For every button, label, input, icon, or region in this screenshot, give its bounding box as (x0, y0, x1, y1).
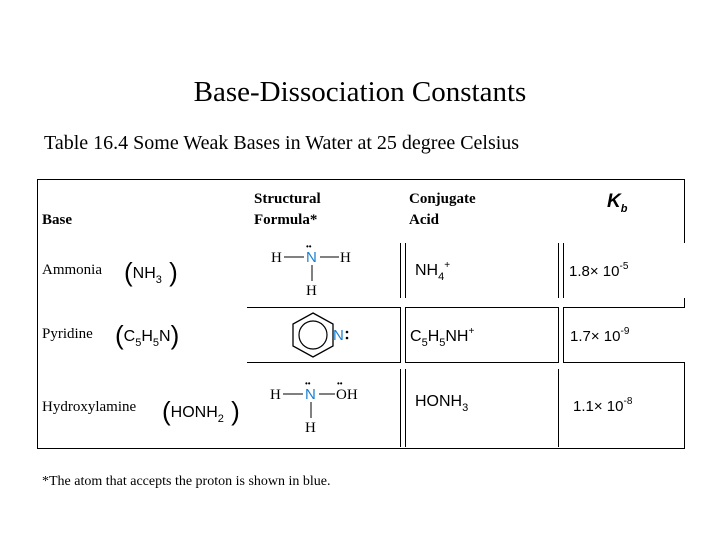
header-conjugate-acid (409, 189, 476, 231)
kb-mantissa: 1.8 (569, 263, 590, 280)
formula-text: N (159, 328, 171, 345)
formula-text: NH (132, 265, 156, 282)
kb-ammonia (569, 261, 628, 280)
kb-times-ten: × 10 (589, 263, 620, 280)
atom-oh: OH (336, 387, 358, 403)
formula-text: HONH (415, 393, 463, 410)
header-conjugate-line1: Conjugate (409, 191, 476, 207)
atom-h-bottom: H (306, 283, 317, 299)
page-title: Base-Dissociation Constants (193, 76, 527, 108)
formula-hydroxylamine: ($HONH_2$ ) (162, 396, 240, 426)
row-name-ammonia: Ammonia (42, 262, 102, 278)
kb-exponent: -8 (623, 396, 633, 407)
formula-subscript: 5 (135, 337, 142, 349)
formula-ammonia: ($NH_3$ ) (124, 257, 178, 287)
atom-n-blue: N (306, 249, 317, 266)
row-name-pyridine: Pyridine (42, 326, 93, 342)
lone-pair-n: •• (305, 379, 311, 388)
header-structural-line1: Structural (254, 191, 321, 207)
hydroxylamine-structure (247, 377, 401, 437)
table-number: Table 16.4 (44, 132, 129, 154)
formula-subscript: 5 (421, 337, 428, 349)
ammonia-structure (247, 240, 401, 300)
formula-text: H (427, 328, 440, 345)
formula-superscript: + (444, 260, 451, 271)
kb-times-ten: × 10 (593, 398, 624, 415)
lone-pair: •• (306, 242, 312, 251)
footnote: *The atom that accepts the proton is shown in blue. (42, 474, 331, 489)
formula-subscript: 2 (217, 413, 224, 425)
kb-exponent: -9 (620, 326, 630, 337)
conjugate-pyridine (410, 326, 474, 349)
conjugate-hydroxylamine (415, 393, 468, 414)
kb-mantissa: 1.1 (573, 398, 594, 415)
formula-text: C (123, 328, 136, 345)
formula-text: NH (415, 262, 439, 279)
pyridine-structure (247, 308, 401, 362)
formula-subscript: 3 (462, 402, 469, 414)
formula-text: NH (445, 328, 469, 345)
header-kb (607, 191, 627, 215)
formula-subscript: 3 (155, 274, 162, 286)
formula-text: C (410, 328, 422, 345)
formula-pyridine: $(C_5H_5N)$ (115, 320, 180, 350)
kb-mantissa: 1.7 (570, 328, 591, 345)
header-structural-formula (254, 189, 321, 231)
atom-h-bottom: H (305, 420, 316, 436)
atom-h-left: H (271, 250, 282, 266)
formula-text: H (141, 328, 153, 345)
formula-superscript: + (468, 326, 475, 337)
formula-subscript: 5 (152, 337, 160, 349)
header-conjugate-line2: Acid (409, 212, 439, 228)
formula-text: HONH (170, 404, 218, 421)
atom-n-blue: N (305, 386, 316, 403)
header-kb-symbol: K (607, 191, 621, 212)
lone-pair-o: •• (337, 379, 343, 388)
row-name-hydroxylamine: Hydroxylamine (42, 399, 137, 415)
atom-n-blue: N (333, 327, 344, 344)
formula-subscript: 5 (439, 337, 446, 349)
kb-times-ten: × 10 (590, 328, 621, 345)
kb-pyridine (570, 326, 629, 345)
kb-exponent: -5 (619, 261, 629, 272)
kb-hydroxylamine (573, 396, 632, 415)
header-structural-line2: Formula* (254, 212, 318, 228)
table-caption (44, 132, 519, 155)
atom-h-right: H (340, 250, 351, 266)
table-caption-text: Some Weak Bases in Water at 25 degree Celsius (133, 132, 520, 154)
atom-h-left: H (270, 387, 281, 403)
header-base: Base (42, 212, 72, 228)
conjugate-ammonia (415, 260, 450, 283)
header-kb-subscript: b (620, 203, 628, 215)
formula-subscript: 4 (438, 271, 445, 283)
